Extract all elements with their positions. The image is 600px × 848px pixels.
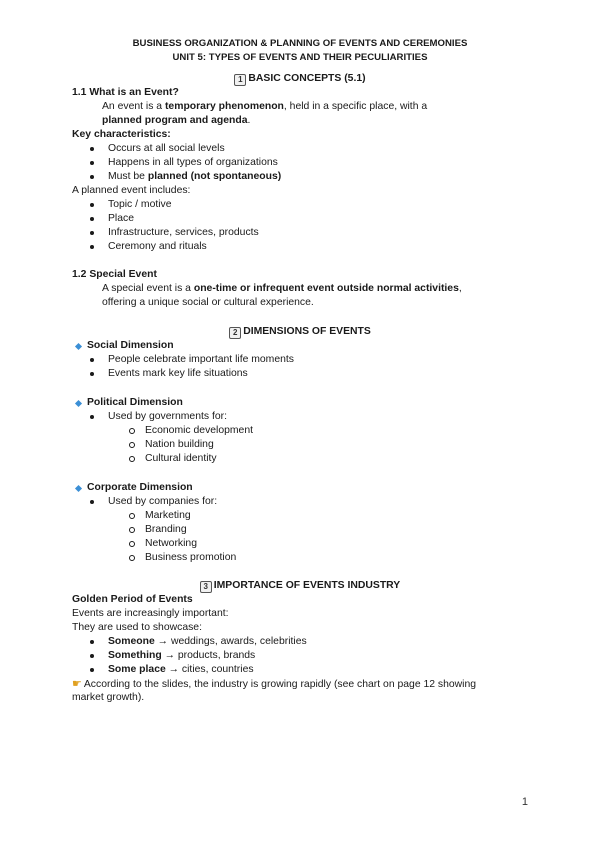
section-2-title-text: DIMENSIONS OF EVENTS bbox=[243, 326, 371, 337]
list-item: Topic / motive bbox=[108, 199, 172, 210]
sub-list-item: Economic development bbox=[145, 425, 254, 436]
document-subtitle: UNIT 5: TYPES OF EVENTS AND THEIR PECULIARITIES bbox=[172, 52, 428, 63]
special-text-pre: A special event is a bbox=[102, 283, 194, 294]
heading-special-event: 1.2 Special Event bbox=[72, 269, 157, 280]
list-item: Place bbox=[108, 213, 134, 224]
heading-golden-period: Golden Period of Events bbox=[72, 594, 193, 605]
def-text-mid: , held in a specific place, with a bbox=[283, 101, 428, 112]
section-2-title bbox=[0, 325, 600, 339]
list-item: Happens in all types of organizations bbox=[108, 157, 278, 168]
blue-diamond-icon bbox=[75, 485, 82, 492]
showcase-bold: Someone bbox=[108, 636, 155, 647]
keycap-number-icon: 3 bbox=[200, 581, 212, 593]
list-item: Occurs at all social levels bbox=[108, 143, 225, 154]
heading-social-dimension: Social Dimension bbox=[87, 340, 174, 351]
section-3-title bbox=[0, 579, 600, 593]
list-item: Used by companies for: bbox=[108, 496, 218, 507]
page-number: 1 bbox=[521, 796, 528, 808]
sub-list-item: Cultural identity bbox=[145, 453, 217, 464]
list-item: Events mark key life situations bbox=[108, 368, 248, 379]
sub-list-item: Networking bbox=[145, 538, 197, 549]
note-line2: market growth). bbox=[72, 692, 145, 703]
importance-line1: Events are increasingly important: bbox=[72, 608, 229, 619]
list-item: People celebrate important life moments bbox=[108, 354, 294, 365]
keycap-number-icon: 1 bbox=[234, 74, 246, 86]
keycap-number-icon: 2 bbox=[229, 327, 241, 339]
blue-diamond-icon bbox=[75, 400, 82, 407]
def-bold-program: planned program and agenda bbox=[102, 115, 248, 126]
sub-list-item: Nation building bbox=[145, 439, 214, 450]
special-event-line2: offering a unique social or cultural experience. bbox=[102, 297, 314, 308]
def-text-end: . bbox=[247, 115, 251, 126]
list-item bbox=[108, 170, 281, 184]
showcase-bold: Some place bbox=[108, 664, 166, 675]
sub-list-item: Marketing bbox=[145, 510, 191, 521]
section-1-title bbox=[0, 72, 600, 86]
def-bold-temporary: temporary phenomenon bbox=[164, 101, 284, 112]
special-text-bold: one-time or infrequent event outside normal activities bbox=[193, 283, 459, 294]
showcase-rest: → cities, countries bbox=[165, 664, 254, 675]
sub-list-item: Business promotion bbox=[145, 552, 237, 563]
showcase-bold: Something bbox=[108, 650, 162, 661]
list-item: Used by governments for: bbox=[108, 411, 227, 422]
pointing-hand-icon: ☛ bbox=[72, 678, 82, 690]
list-item bbox=[108, 663, 254, 677]
blue-diamond-icon bbox=[75, 343, 82, 350]
heading-key-characteristics: Key characteristics: bbox=[72, 129, 171, 140]
list-item: Ceremony and rituals bbox=[108, 241, 207, 252]
heading-what-is-event: 1.1 What is an Event? bbox=[72, 87, 179, 98]
item-text-pre: Must be bbox=[108, 171, 148, 182]
showcase-rest: → products, brands bbox=[161, 650, 256, 661]
list-item: Infrastructure, services, products bbox=[108, 227, 259, 238]
section-1-title-text: BASIC CONCEPTS (5.1) bbox=[248, 73, 366, 84]
def-text-pre: An event is a bbox=[102, 101, 165, 112]
event-definition-line1 bbox=[102, 100, 427, 114]
heading-political-dimension: Political Dimension bbox=[87, 397, 183, 408]
special-text-end: , bbox=[458, 283, 462, 294]
item-text-bold: planned (not spontaneous) bbox=[147, 171, 282, 182]
event-definition-line2 bbox=[102, 114, 250, 128]
special-event-line1 bbox=[102, 282, 462, 296]
showcase-rest: → weddings, awards, celebrities bbox=[154, 636, 307, 647]
section-3-title-text: IMPORTANCE OF EVENTS INDUSTRY bbox=[213, 580, 401, 591]
list-item bbox=[108, 649, 255, 663]
heading-corporate-dimension: Corporate Dimension bbox=[87, 482, 193, 493]
document-title: BUSINESS ORGANIZATION & PLANNING OF EVENTS AND CEREMONIES bbox=[132, 38, 468, 49]
sub-list-item: Branding bbox=[145, 524, 187, 535]
planned-event-intro: A planned event includes: bbox=[72, 185, 191, 196]
list-item bbox=[108, 635, 307, 649]
importance-line2: They are used to showcase: bbox=[72, 622, 202, 633]
note-text: According to the slides, the industry is growing rapidly (see chart on page 12 showing bbox=[83, 679, 477, 690]
note-line1 bbox=[72, 677, 476, 692]
